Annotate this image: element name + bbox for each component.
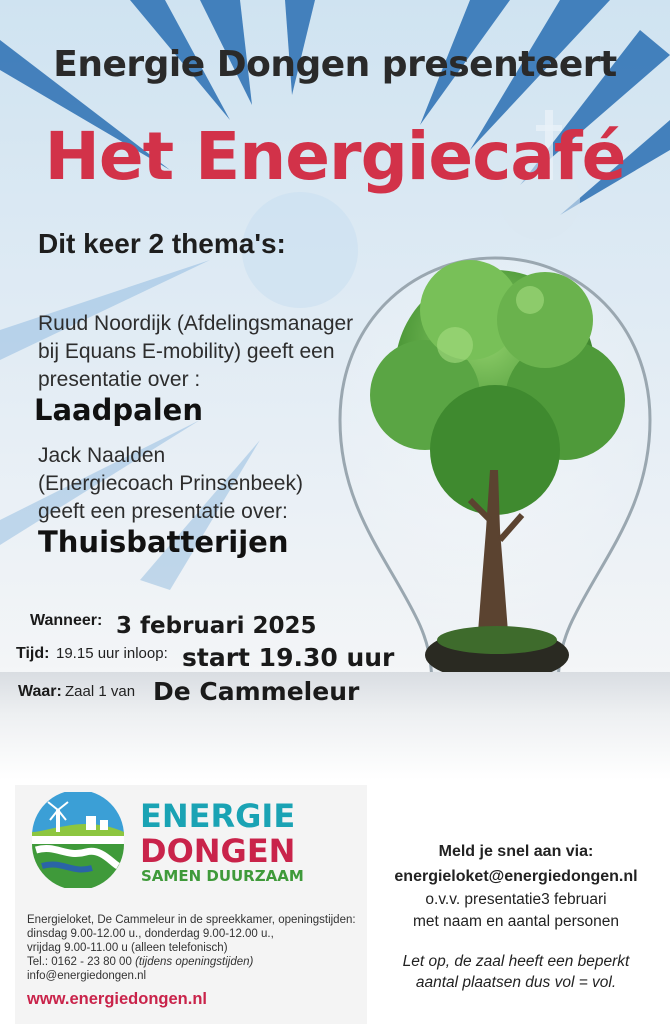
topic-laadpalen: Laadpalen xyxy=(34,393,203,427)
where-value: De Cammeleur xyxy=(153,677,360,706)
when-label: Wanneer: xyxy=(30,612,103,629)
brand-tagline: SAMEN DUURZAAM xyxy=(141,867,304,885)
capacity-warning-line1: Let op, de zaal heeft een beperkt xyxy=(402,953,630,970)
contact-email[interactable]: info@energiedongen.nl xyxy=(27,970,147,982)
brand-line-energie: ENERGIE xyxy=(140,797,296,835)
contact-block xyxy=(27,913,356,983)
speaker1-line: Ruud Noordijk (Afdelingsmanager xyxy=(38,312,354,335)
topic-thuisbatterijen: Thuisbatterijen xyxy=(38,525,289,559)
contact-line: dinsdag 9.00-12.00 u., donderdag 9.00-12.00 u., xyxy=(27,928,274,940)
presenter-line: Energie Dongen presenteert xyxy=(53,44,617,85)
when-value: 3 februari 2025 xyxy=(116,613,317,639)
speaker1-line: bij Equans E-mobility) geeft een xyxy=(38,340,335,363)
speaker2-line: Jack Naalden xyxy=(38,444,166,467)
signup-note-line2: met naam en aantal personen xyxy=(413,913,619,930)
signup-heading: Meld je snel aan via: xyxy=(438,843,594,860)
contact-phone xyxy=(27,955,356,969)
speaker1-line: presentatie over : xyxy=(38,368,201,391)
speaker2-line: geeft een presentatie over: xyxy=(38,500,288,523)
time-label: Tijd: xyxy=(16,645,50,662)
capacity-warning-line2: aantal plaatsen dus vol = vol. xyxy=(415,974,617,991)
where-room: Zaal 1 van xyxy=(65,683,136,700)
energie-dongen-logo-icon xyxy=(26,792,130,888)
page-title: Het Energiecafé xyxy=(44,118,626,195)
contact-line: Energieloket, De Cammeleur in de spreekkamer, openingstijden: xyxy=(27,914,356,926)
brand-line-dongen: DONGEN xyxy=(140,832,296,870)
speaker1-description xyxy=(38,310,353,394)
speaker2-line: (Energiecoach Prinsenbeek) xyxy=(38,472,303,495)
phone-note: (tijdens openingstijden) xyxy=(135,956,254,968)
time-value: start 19.30 uur xyxy=(182,643,395,672)
signup-email[interactable]: energieloket@energiedongen.nl xyxy=(394,868,638,885)
phone-number: Tel.: 0162 - 23 80 00 xyxy=(27,956,136,968)
speaker2-description xyxy=(38,442,303,526)
themes-heading: Dit keer 2 thema's: xyxy=(38,228,286,259)
website-link[interactable]: www.energiedongen.nl xyxy=(27,990,207,1008)
time-walkin: 19.15 uur inloop: xyxy=(56,645,168,662)
signup-note-line1: o.v.v. presentatie3 februari xyxy=(425,891,607,908)
where-label: Waar: xyxy=(18,683,62,700)
contact-line: vrijdag 9.00-11.00 u (alleen telefonisch) xyxy=(27,942,228,954)
